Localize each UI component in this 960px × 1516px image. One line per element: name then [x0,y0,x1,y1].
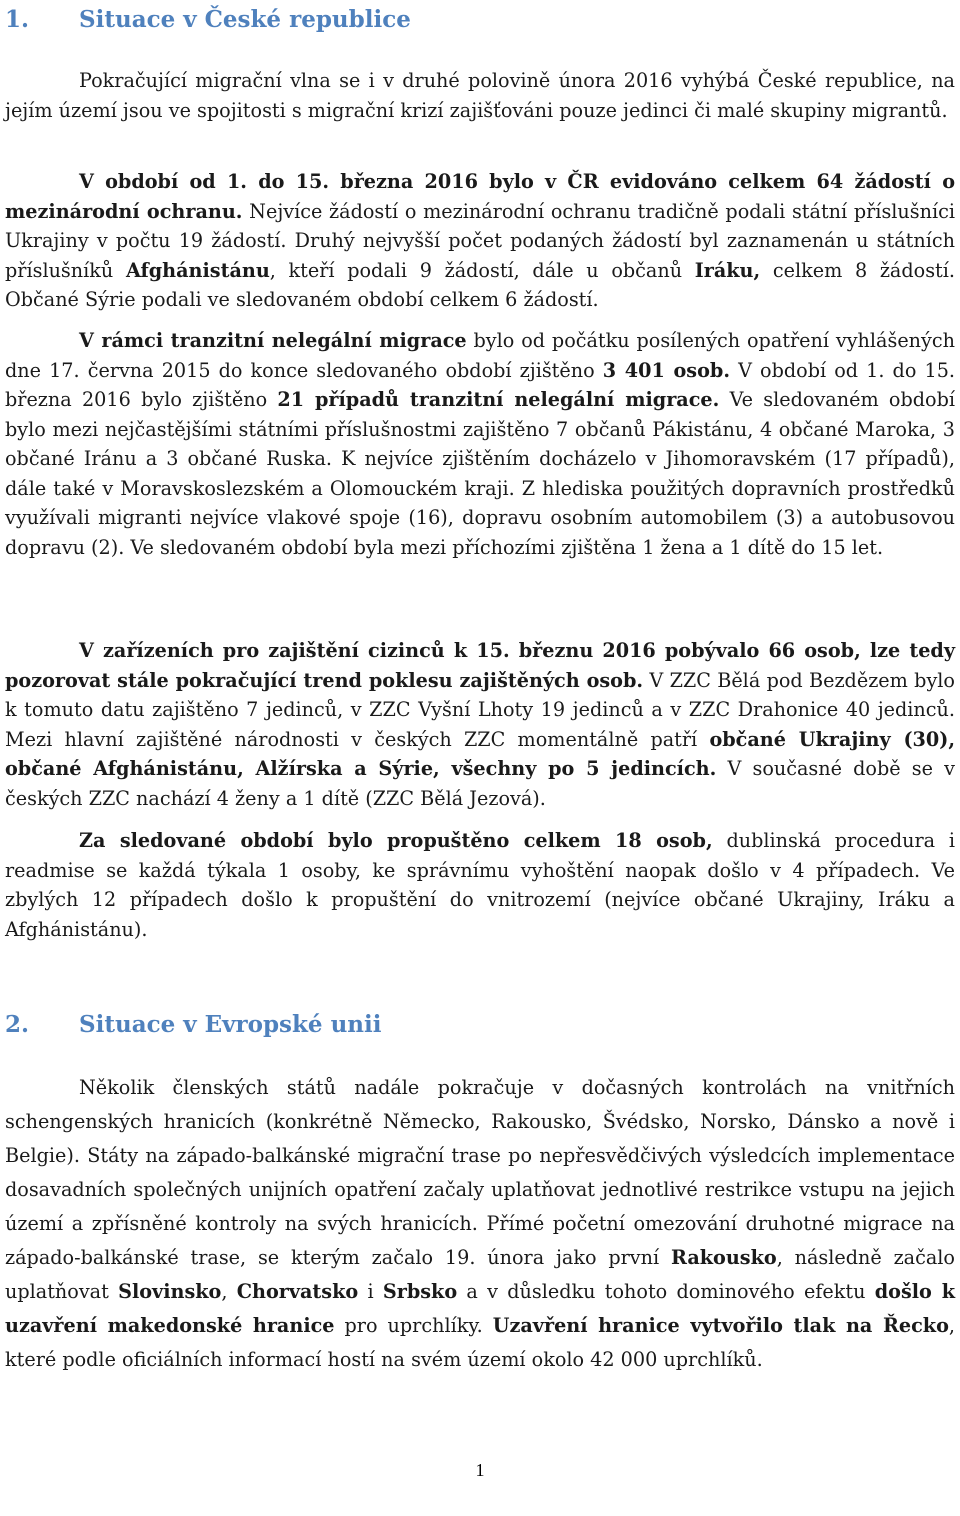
paragraph-released-persons: Za sledované období bylo propuštěno celkem 18 osob, dublinská procedura i readmise se každá týkala 1 osoby, ke správnímu vyhoštění naopak došlo v 4 případech. Ve zbylých 12 případech došlo k propuštění do vnitrozemí (nejvíce občané Ukrajiny, Iráku a Afghánistánu). [5,829,956,941]
section-2-title: Situace v Evropské unii [79,1011,382,1038]
section-1-number: 1. [5,6,30,33]
paragraph-detention-facilities: V zařízeních pro zajištění cizinců k 15. březnu 2016 pobývalo 66 osob, lze tedy pozorovat stále pokračující trend poklesu zajištěných osob. V ZZC Bělá pod Bezdězem bylo k tomuto datu zajištěno 7 jedinců, v ZZC Vyšní Lhoty 19 jedinců a v ZZC Drahonice 40 jedinců. Mezi hlavní zajištěné národnosti v českých ZZC momentálně patří občané Ukrajiny (30), občané Afghánistánu, Alžírska a Sýrie, všechny po 5 jedincích. V současné době se v českých ZZC nachází 4 ženy a 1 dítě (ZZC Bělá Jezová). [5,639,956,810]
section-2-number: 2. [5,1011,30,1038]
transit-migration-label: V rámci tranzitní nelegální migrace [79,329,467,352]
detention-summary: V zařízeních pro zajištění cizinců k 15. březnu 2016 pobývalo 66 osob, lze tedy pozorovat stále pokračující trend poklesu zajištěných osob. [5,639,955,692]
paragraph-migration-wave: Pokračující migrační vlna se i v druhé polovině února 2016 vyhýbá České republice, na jejím území jsou ve spojitosti s migrační krizí zajišťováni pouze jedinci či malé skupiny migrantů. [5,69,955,122]
released-summary: Za sledované období bylo propuštěno celkem 18 osob, [79,829,713,852]
paragraph-transit-migration: V rámci tranzitní nelegální migrace bylo od počátku posílených opatření vyhlášených dne 17. června 2015 do konce sledovaného období zjištěno 3 401 osob. V období od 1. do 15. března 2016 bylo zjištěno 21 případů tranzitní nelegální migrace. Ve sledovaném období bylo mezi nejčastějšími státními příslušnostmi zajištěno 7 občanů Pákistánu, 4 občané Maroka, 3 občané Iránu a 3 občané Ruska. K nejvíce zjištěním docházelo v Jihomoravském (17 případů), dále také v Moravskoslezském a Olomouckém kraji. Z hlediska použitých dopravních prostředků využívali migranti nejvíce vlakové spoje (16), dopravu osobním automobilem (3) a autobusovou dopravu (2). Ve sledovaném období byla mezi příchozími zjištěna 1 žena a 1 dítě do 15 let. [5,329,955,559]
section-1-title: Situace v České republice [79,6,411,33]
asylum-summary: V období od 1. do 15. března 2016 bylo v ČR evidováno celkem 64 žádostí o mezinárodní ochranu. [5,170,955,223]
paragraph-eu-border-controls: Několik členských států nadále pokračuje v dočasných kontrolách na vnitřních schengenských hranicích (konkrétně Německo, Rakousko, Švédsko, Norsko, Dánsko a nově i Belgie). Státy na západo-balkánské migrační trase po nepřesvědčivých výsledcích implementace dosavadních společných unijních opatření začaly uplatňovat jednotlivé restrikce vstupu na jejich území a zpřísněné kontroly na svých hranicích. Přímé početní omezování druhotné migrace na západo-balkánské trase, se kterým začalo 19. února jako první Rakousko, následně začalo uplatňovat Slovinsko, Chorvatsko i Srbsko a v důsledku tohoto dominového efektu došlo k uzavření makedonské hranice pro uprchlíky. Uzavření hranice vytvořilo tlak na Řecko, které podle oficiálních informací hostí na svém území okolo 42 000 uprchlíků. [5,1076,955,1371]
paragraph-asylum-applications: V období od 1. do 15. března 2016 bylo v ČR evidováno celkem 64 žádostí o mezinárodní ochranu. Nejvíce žádostí o mezinárodní ochranu tradičně podali státní příslušníci Ukrajiny v počtu 19 žádostí. Druhý nejvyšší počet podaných žádostí byl zaznamenán u státních příslušníků Afghánistánu, kteří podali 9 žádostí, dále u občanů Iráku, celkem 8 žádostí. Občané Sýrie podali ve sledovaném období celkem 6 žádostí. [5,170,956,311]
page-number: 1 [475,1460,485,1480]
